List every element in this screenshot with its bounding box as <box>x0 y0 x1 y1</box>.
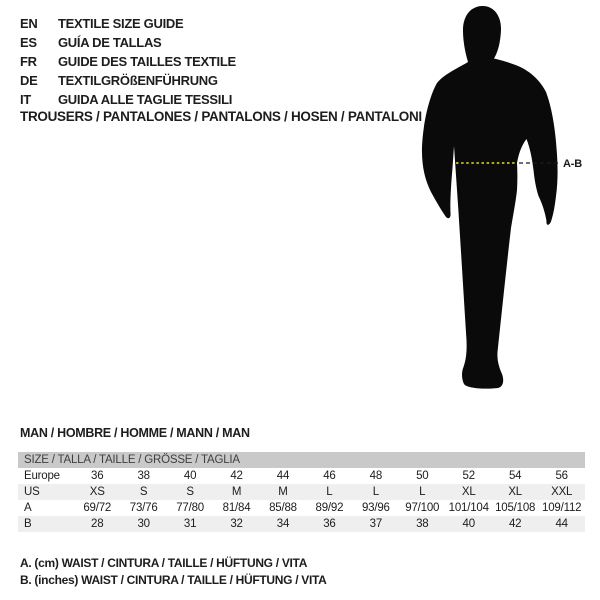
lang-row-it <box>20 90 236 109</box>
cell: M <box>278 486 288 498</box>
cell: S <box>186 486 194 498</box>
size-table-header: SIZE / TALLA / TAILLE / GRÖSSE / TAGLIA <box>18 452 585 468</box>
cell: 36 <box>91 470 104 482</box>
language-legend <box>20 14 236 109</box>
cell: 56 <box>555 470 568 482</box>
row-label: B <box>24 518 32 530</box>
lang-code: EN <box>20 16 38 31</box>
cell: 46 <box>323 470 336 482</box>
lang-label: GUIDA ALLE TAGLIE TESSILI <box>58 92 233 107</box>
lang-row-de <box>20 71 236 90</box>
cell: 85/88 <box>269 502 297 514</box>
cell: XXL <box>551 486 573 498</box>
cell: L <box>326 486 333 498</box>
lang-code: ES <box>20 35 37 50</box>
cell: 40 <box>183 470 197 482</box>
cell: S <box>139 486 148 498</box>
lang-row-en <box>20 14 236 33</box>
size-table <box>18 452 585 532</box>
measure-notes <box>20 555 327 588</box>
cell: M <box>231 486 242 498</box>
cell: 37 <box>369 518 383 530</box>
lang-row-fr <box>20 52 236 71</box>
cell: 30 <box>137 518 150 530</box>
cell: 105/108 <box>495 502 536 514</box>
cell: 31 <box>183 518 197 530</box>
cell: XL <box>461 486 476 498</box>
cell: 101/104 <box>448 502 489 514</box>
cell: 97/100 <box>405 502 440 514</box>
table-row-a-cm <box>18 500 585 516</box>
lang-code: FR <box>20 54 37 69</box>
cell: XL <box>508 486 522 498</box>
note-b: B. (inches) WAIST / CINTURA / TAILLE / HÜFTUNG / VITA <box>20 572 327 587</box>
cell: L <box>372 486 379 498</box>
cell: L <box>419 486 426 498</box>
cell: 38 <box>416 518 429 530</box>
cell: 38 <box>137 470 150 482</box>
lang-row-es <box>20 33 236 52</box>
cell: 52 <box>462 470 475 482</box>
cell: 69/72 <box>83 502 112 514</box>
category-title: TROUSERS / PANTALONES / PANTALONS / HOSEN / PANTALONI <box>20 109 422 124</box>
cell: 109/112 <box>542 502 582 514</box>
cell: 40 <box>462 518 475 530</box>
cell: 89/92 <box>315 502 344 514</box>
cell: 81/84 <box>222 502 251 514</box>
cell: 93/96 <box>361 502 390 514</box>
figure-man <box>410 0 600 420</box>
lang-label: GUÍA DE TALLAS <box>58 35 162 50</box>
cell: XS <box>89 486 105 498</box>
cell: 42 <box>230 470 243 482</box>
man-silhouette <box>422 6 558 389</box>
man-silhouette-svg <box>410 0 600 420</box>
cell: 32 <box>230 518 243 530</box>
note-a: A. (cm) WAIST / CINTURA / TAILLE / HÜFTUNG / VITA <box>20 556 308 570</box>
cell: 54 <box>508 470 522 482</box>
cell: 36 <box>323 518 336 530</box>
table-row-b-inches <box>18 516 585 532</box>
lang-label: TEXTILE SIZE GUIDE <box>58 16 184 31</box>
cell: 44 <box>276 470 290 482</box>
lang-label: TEXTILGRÖßENFÜHRUNG <box>58 73 218 88</box>
size-table-header-row <box>18 452 585 468</box>
cell: 50 <box>416 470 429 482</box>
table-row-europe <box>18 468 585 484</box>
waist-measure-label: A-B <box>563 158 582 170</box>
row-label: Europe <box>24 470 60 482</box>
lang-label: GUIDE DES TAILLES TEXTILE <box>58 54 236 69</box>
lang-code: IT <box>20 92 31 107</box>
row-label: A <box>24 502 32 514</box>
row-label: US <box>24 486 40 498</box>
cell: 28 <box>91 518 104 530</box>
table-row-us <box>18 484 585 500</box>
cell: 48 <box>369 470 383 482</box>
cell: 34 <box>276 518 290 530</box>
cell: 77/80 <box>176 502 204 514</box>
cell: 73/76 <box>129 502 158 514</box>
cell: 42 <box>508 518 522 530</box>
cell: 44 <box>555 518 568 530</box>
gender-title: MAN / HOMBRE / HOMME / MANN / MAN <box>20 426 250 440</box>
lang-code: DE <box>20 73 38 88</box>
